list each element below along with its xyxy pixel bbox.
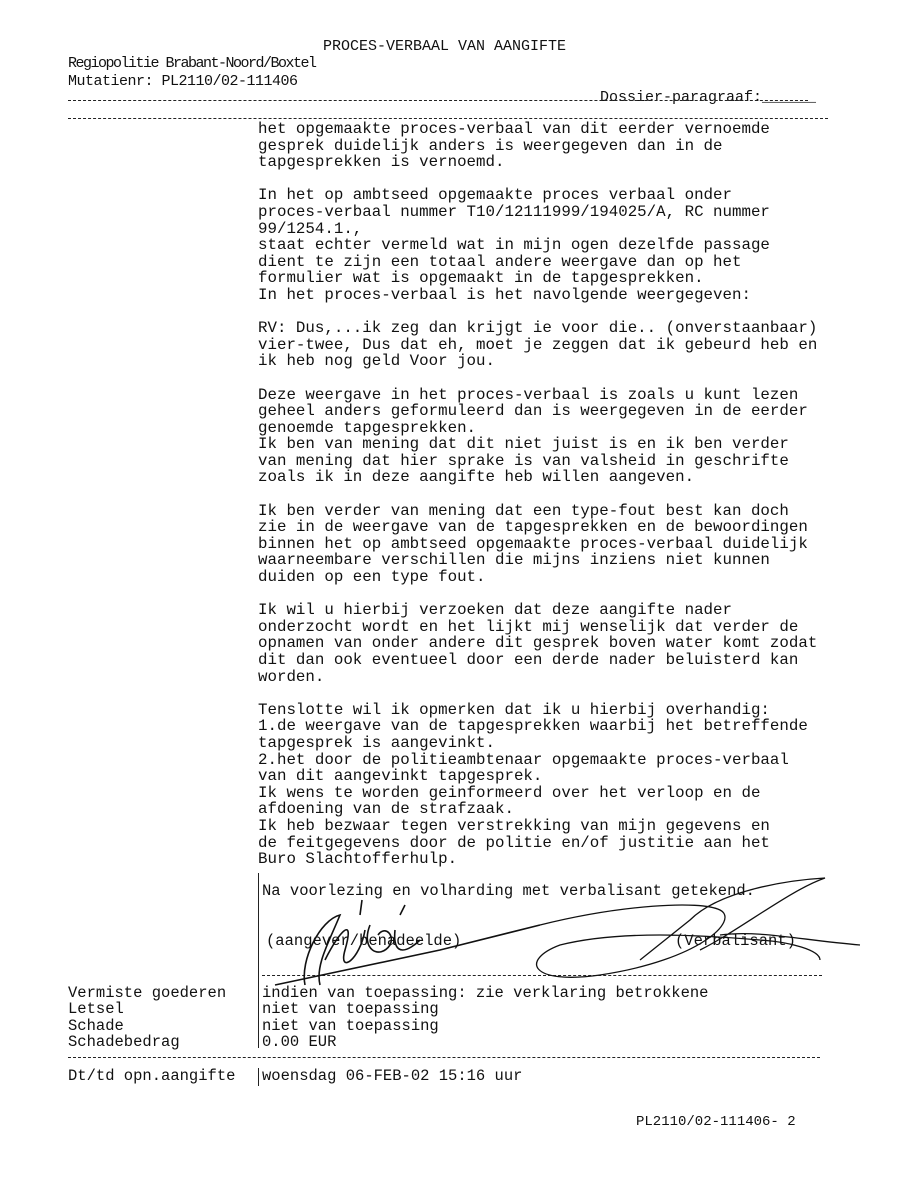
text-line: het opgemaakte proces-verbaal van dit eerder vernoemde [258,120,770,138]
detail-label: Schadebedrag [68,1033,180,1052]
text-line: binnen het op ambtseed opgemaakte proces-verbaal duidelijk [258,534,808,553]
text-line: Deze weergave in het proces-verbaal is zoals u kunt lezen [258,385,799,404]
text-line: tapgesprekken is vernoemd. [258,153,505,172]
statement-body [258,121,817,868]
dossier-paragraph-label [582,74,816,106]
signature-statement: Na voorlezing en volharding met verbalisant getekend. [262,882,755,900]
text-line: staat echter vermeld wat in mijn ogen dezelfde passage [258,236,770,255]
blank-line [258,370,817,387]
recorded-line [258,1068,259,1086]
text-line: 99/1254.1., [258,219,363,238]
detail-value: niet van toepassing [262,1016,439,1035]
detail-value: indien van toepassing: zie verklaring betrokkene [262,984,709,1002]
officer-label: (Verbalisant) [675,932,796,950]
text-line: In het op ambtseed opgemaakte proces verbaal onder [258,186,732,205]
text-line: 2.het door de politieambtenaar opgemaakte proces-verbaal [258,750,789,769]
text-line: Tenslotte wil ik opmerken dat ik u hierbij overhandig: [258,700,770,719]
text-line: Ik wil u hierbij verzoeken dat deze aangifte nader [258,601,732,620]
detail-label: Letsel [68,1000,124,1019]
page-reference: PL2110/02-111406- 2 [636,1114,796,1130]
text-line: Ik wens te worden geinformeerd over het verloop en de [258,783,761,802]
recorded-label: Dt/td opn.aangifte [68,1067,236,1085]
detail-value: 0.00 EUR [262,1033,337,1052]
divider [68,100,808,101]
text-line: geheel anders geformuleerd dan is weergegeven in de eerder [258,402,808,421]
text-line: In het proces-verbaal is het navolgende weergegeven: [258,285,751,304]
text-line: worden. [258,667,325,686]
mutation-number: Mutatienr: PL2110/02-111406 [68,73,298,90]
text-line: proces-verbaal nummer T10/12111999/194025/A, RC nummer [258,202,770,221]
text-line: Ik ben verder van mening dat een type-fout best kan doch [258,501,789,520]
text-line: RV: Dus,...ik zeg dan krijgt ie voor die.. (onverstaanbaar) [258,319,818,338]
text-line: genoemde tapgesprekken. [258,418,477,437]
blank-line [258,586,817,603]
dossier-value: ______ [762,89,817,106]
text-line: tapgesprek is aangevinkt. [258,733,495,752]
blank-line [258,685,817,702]
organization: Regiopolitie Brabant-Noord/Boxtel [68,55,316,72]
text-line: gesprek duidelijk anders is weergegeven dan in de [258,136,723,155]
detail-value: niet van toepassing [262,1000,439,1019]
detail-label: Vermiste goederen [68,984,227,1002]
text-line: Ik heb bezwaar tegen verstrekking van mijn gegevens en [258,816,770,835]
text-line: formulier wat is opgemaakt in de tapgesprekken. [258,269,704,288]
text-line: Buro Slachtofferhulp. [258,850,458,869]
declarant-label: (aangever/benadeelde) [266,932,462,950]
text-line: dit dan ook eventueel door een derde nader beluisterd kan [258,651,799,669]
text-line: Ik ben van mening dat dit niet juist is en ik ben verder [258,435,789,454]
text-line: waarneembare verschillen die mijns inziens niet kunnen [258,551,770,570]
blank-line [258,171,817,188]
text-line: opnamen van onder andere dit gesprek boven water komt zodat [258,634,818,653]
text-line: onderzocht wordt en het lijkt mij wenselijk dat verder de [258,617,799,636]
blank-line [258,304,817,321]
detail-label: Schade [68,1016,124,1035]
divider [68,1057,820,1058]
blank-line [258,486,817,503]
text-line: van dit aangevinkt tapgesprek. [258,767,543,786]
text-line: afdoening van de strafzaak. [258,800,514,819]
divider [68,118,828,119]
text-line: van mening dat hier sprake is van valsheid in geschrifte [258,451,789,470]
divider [262,975,822,976]
dossier-label: Dossier-paragraaf: [600,89,763,106]
text-line: 1.de weergave van de tapgesprekken waarbij het betreffende [258,717,808,736]
document-title: PROCES-VERBAAL VAN AANGIFTE [323,38,567,55]
signature-column-line [258,873,259,1048]
text-line: de feitgegevens door de politie en/of justitie aan het [258,833,770,852]
text-line: ik heb nog geld Voor jou. [258,352,495,371]
text-line: zie in de weergave van de tapgesprekken en de bewoordingen [258,518,808,537]
text-line: vier-twee, Dus dat eh, moet je zeggen dat ik gebeurd heb en [258,335,818,354]
text-line: zoals ik in deze aangifte heb willen aangeven. [258,468,695,487]
recorded-value: woensdag 06-FEB-02 15:16 uur [262,1067,523,1085]
text-line: duiden op een type fout. [258,568,486,587]
text-line: dient te zijn een totaal andere weergave dan op het [258,252,742,271]
